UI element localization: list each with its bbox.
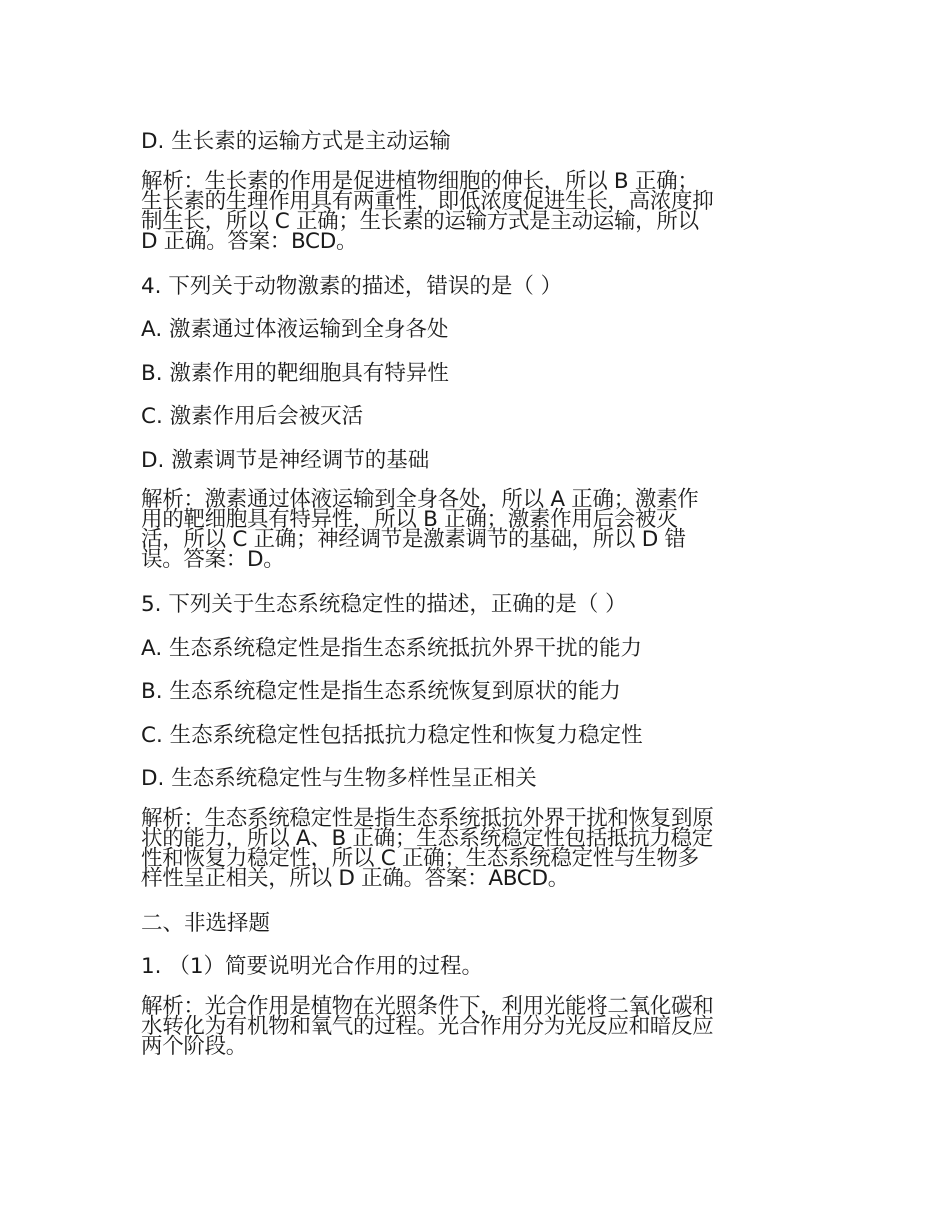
- option-b-q4: B. 激素作用的靶细胞具有特异性: [141, 360, 449, 386]
- document-body: [141, 128, 813, 1078]
- question-5: 5. 下列关于生态系统稳定性的描述，正确的是（ ）: [141, 592, 627, 617]
- explanation-line: 用的靶细胞具有特异性，所以 B 正确；激素作用后会被灭: [141, 507, 678, 532]
- option-d-q4: D. 激素调节是神经调节的基础: [141, 447, 430, 473]
- explanation-nonchoice-1: [141, 993, 813, 1059]
- explanation-q4: [141, 487, 813, 572]
- explanation-line: 制生长，所以 C 正确；生长素的运输方式是主动运输，所以: [141, 208, 699, 234]
- explanation-q3: [141, 168, 813, 254]
- explanation-line: 解析：光合作用是植物在光照条件下，利用光能将二氧化碳和: [141, 993, 714, 1019]
- explanation-line: 状的能力，所以 A、B 正确；生态系统稳定性包括抵抗力稳定: [141, 825, 713, 851]
- option-a-q4: A. 激素通过体液运输到全身各处: [141, 317, 449, 342]
- explanation-line: 水转化为有机物和氧气的过程。光合作用分为光反应和暗反应: [141, 1013, 714, 1039]
- explanation-line: 生长素的生理作用具有两重性，即低浓度促进生长，高浓度抑: [141, 188, 714, 214]
- explanation-line: 样性呈正相关，所以 D 正确。答案：ABCD。: [141, 865, 569, 891]
- explanation-line: 解析：生长素的作用是促进植物细胞的伸长，所以 B 正确；: [141, 168, 699, 194]
- explanation-line: 解析：生态系统稳定性是指生态系统抵抗外界干扰和恢复到原: [141, 805, 714, 831]
- explanation-line: 活，所以 C 正确；神经调节是激素调节的基础，所以 D 错: [141, 527, 686, 552]
- explanation-line: 解析：激素通过体液运输到全身各处，所以 A 正确；激素作: [141, 487, 699, 512]
- option-c-q4: C. 激素作用后会被灭活: [141, 404, 364, 429]
- explanation-line: D 正确。答案：BCD。: [141, 228, 358, 254]
- explanation-line: 误。答案：D。: [141, 547, 285, 572]
- question-nonchoice-1: 1. （1）简要说明光合作用的过程。: [141, 954, 484, 979]
- option-c-q5: C. 生态系统稳定性包括抵抗力稳定性和恢复力稳定性: [141, 722, 643, 748]
- option-d-q3: D. 生长素的运输方式是主动运输: [141, 129, 451, 154]
- explanation-q5: [141, 805, 813, 891]
- option-d-q5: D. 生态系统稳定性与生物多样性呈正相关: [141, 766, 537, 791]
- section-heading: 二、非选择题: [141, 910, 271, 936]
- explanation-line: 两个阶段。: [141, 1033, 248, 1059]
- option-a-q5: A. 生态系统稳定性是指生态系统抵抗外界干扰的能力: [141, 635, 643, 661]
- explanation-line: 性和恢复力稳定性，所以 C 正确；生态系统稳定性与生物多: [141, 845, 699, 871]
- option-b-q5: B. 生态系统稳定性是指生态系统恢复到原状的能力: [141, 679, 621, 704]
- question-4: 4. 下列关于动物激素的描述，错误的是（ ）: [141, 273, 563, 299]
